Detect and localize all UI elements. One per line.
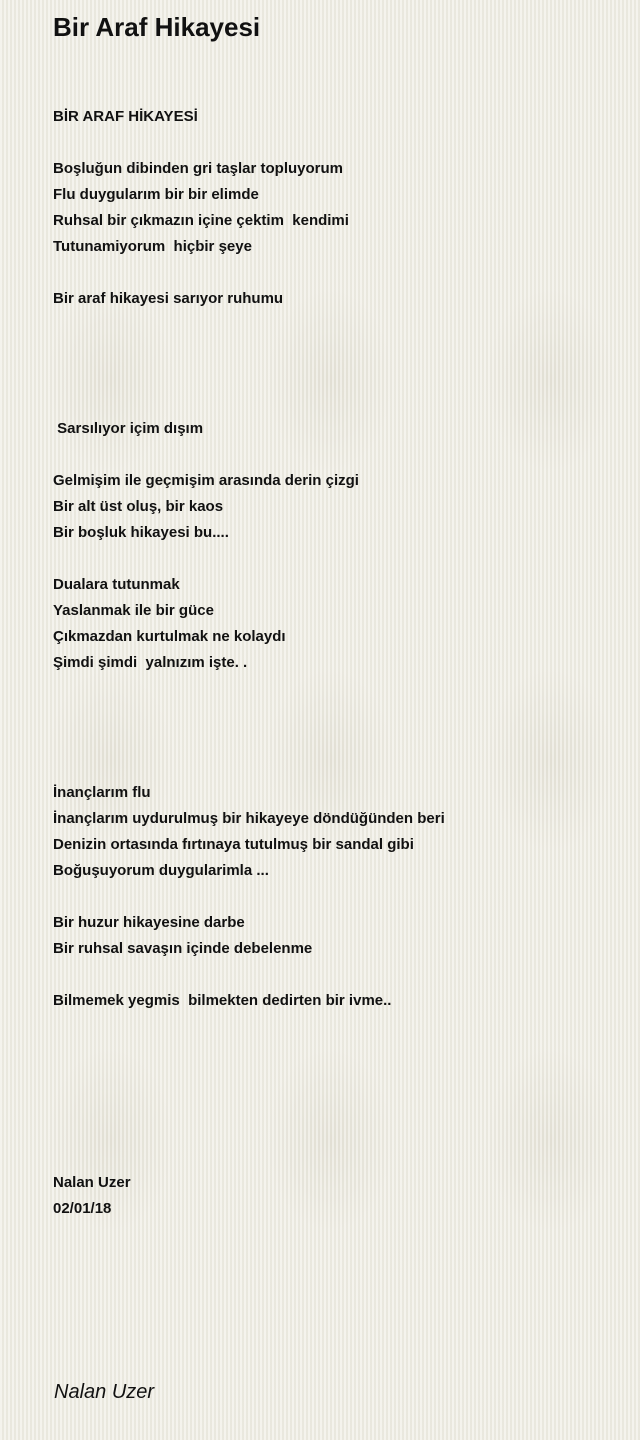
poem-body — [53, 104, 613, 1222]
author-signature: Nalan Uzer — [54, 1381, 155, 1403]
poem-line — [53, 1118, 613, 1144]
poem-line: Gelmişim ile geçmişim arasında derin çizgi — [53, 472, 359, 489]
poem-line — [53, 754, 613, 780]
poem-line: Bir alt üst oluş, bir kaos — [53, 498, 224, 515]
poem-line: İnançlarım flu — [53, 784, 151, 801]
poem-author: Nalan Uzer — [53, 1174, 131, 1191]
poem-line — [53, 728, 613, 754]
poem-line: Bir huzur hikayesine darbe — [53, 914, 245, 931]
poem-line: Flu duygularım bir bir elimde — [53, 186, 259, 203]
poem-line — [53, 1092, 613, 1118]
poem-line: BİR ARAF HİKAYESİ — [53, 108, 198, 125]
poem-line: Ruhsal bir çıkmazın içine çektim kendimi — [53, 212, 349, 229]
poem-line — [53, 338, 613, 364]
poem-line: Sarsılıyor içim dışım — [53, 420, 204, 437]
poem-line: İnançlarım uydurulmuş bir hikayeye döndüğünden beri — [53, 810, 445, 827]
poem-line — [53, 962, 613, 988]
poem-line — [53, 130, 613, 156]
poem-line — [53, 260, 613, 286]
poem-line: Çıkmazdan kurtulmak ne kolaydı — [53, 628, 286, 645]
poem-line: Denizin ortasında fırtınaya tutulmuş bir sandal gibi — [53, 836, 414, 853]
poem-line — [53, 1040, 613, 1066]
poem-line: Yaslanmak ile bir güce — [53, 602, 214, 619]
poem-line: Bir boşluk hikayesi bu.... — [53, 524, 229, 541]
poem-line — [53, 390, 613, 416]
poem-line: Tutunamiyorum hiçbir şeye — [53, 238, 252, 255]
poem-line — [53, 884, 613, 910]
page-title: Bir Araf Hikayesi — [53, 12, 261, 42]
poem-line — [53, 1066, 613, 1092]
poem-line — [53, 1144, 613, 1170]
poem-line: Şimdi şimdi yalnızım işte. . — [53, 654, 248, 671]
poem-line: Bilmemek yegmis bilmekten dedirten bir ivme.. — [53, 992, 392, 1009]
poem-line — [53, 546, 613, 572]
poem-line — [53, 442, 613, 468]
poem-line: Bir ruhsal savaşın içinde debelenme — [53, 940, 313, 957]
poem-line — [53, 312, 613, 338]
poem-line: Boşluğun dibinden gri taşlar topluyorum — [53, 160, 344, 177]
poem-line: Bir araf hikayesi sarıyor ruhumu — [53, 290, 284, 307]
poem-line — [53, 1014, 613, 1040]
poem-line — [53, 364, 613, 390]
poem-date: 02/01/18 — [53, 1200, 112, 1217]
poem-line: Boğuşuyorum duygularimla ... — [53, 862, 269, 879]
poem-line: Dualara tutunmak — [53, 576, 180, 593]
poem-line — [53, 702, 613, 728]
poem-line — [53, 676, 613, 702]
